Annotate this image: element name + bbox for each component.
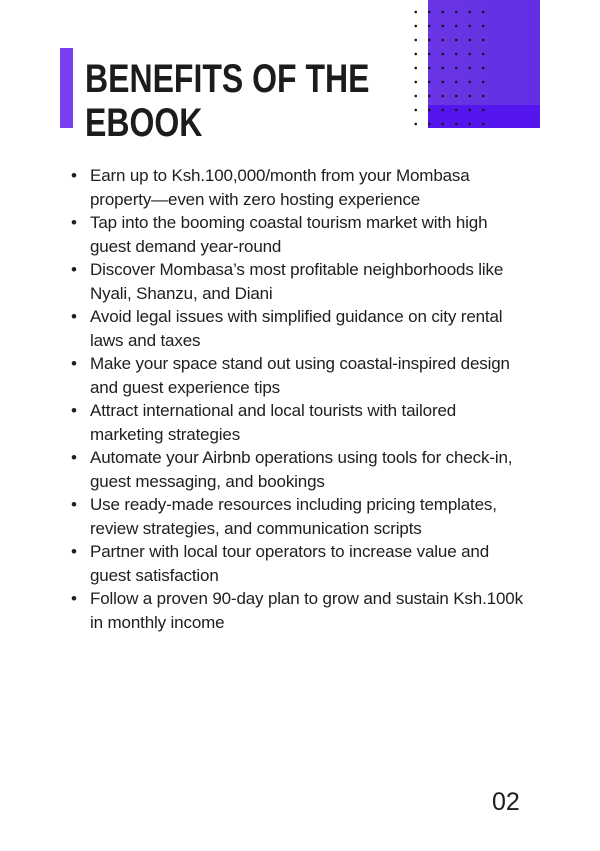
benefit-line: • Automate your Airbnb operations using tools for check-in,: [90, 448, 513, 467]
benefit-line: • Partner with local tour operators to increase value and: [90, 542, 490, 561]
benefit-line: review strategies, and communication scripts: [90, 518, 422, 538]
benefit-item: [90, 164, 560, 211]
page-title-line-2: EBOOK: [85, 101, 203, 145]
benefit-line: • Discover Mombasa’s most profitable neighborhoods like: [90, 260, 504, 279]
benefit-line: • Avoid legal issues with simplified guidance on city rental: [90, 307, 503, 326]
page-title-line-1: BENEFITS OF THE: [85, 57, 370, 101]
decor-dot-grid: [409, 5, 490, 131]
benefit-line: Nyali, Shanzu, and Diani: [90, 283, 273, 303]
benefit-item: [90, 587, 560, 634]
page-number: 02: [492, 788, 520, 816]
benefit-line: in monthly income: [90, 612, 225, 632]
benefit-line: • Earn up to Ksh.100,000/month from your Mombasa: [90, 166, 470, 185]
benefit-line: • Make your space stand out using coastal-inspired design: [90, 354, 510, 373]
benefits-list: [90, 164, 560, 634]
benefit-line: laws and taxes: [90, 330, 201, 350]
benefit-line: • Follow a proven 90-day plan to grow and sustain Ksh.100k: [90, 589, 523, 608]
benefit-item: [90, 305, 560, 352]
benefit-item: [90, 352, 560, 399]
benefit-item: [90, 493, 560, 540]
benefit-item: [90, 540, 560, 587]
benefit-item: [90, 211, 560, 258]
page-title: [85, 57, 369, 145]
benefit-item: [90, 446, 560, 493]
benefit-line: guest messaging, and bookings: [90, 471, 325, 491]
benefit-line: property—even with zero hosting experience: [90, 189, 421, 209]
title-accent-bar: [60, 48, 73, 128]
benefit-line: • Tap into the booming coastal tourism market with high: [90, 213, 488, 232]
benefit-line: marketing strategies: [90, 424, 241, 444]
benefit-item: [90, 399, 560, 446]
benefit-line: guest demand year-round: [90, 236, 282, 256]
benefit-item: [90, 258, 560, 305]
benefit-line: guest satisfaction: [90, 565, 219, 585]
benefit-line: • Use ready-made resources including pricing templates,: [90, 495, 497, 514]
benefit-line: • Attract international and local tourists with tailored: [90, 401, 457, 420]
benefit-line: and guest experience tips: [90, 377, 280, 397]
